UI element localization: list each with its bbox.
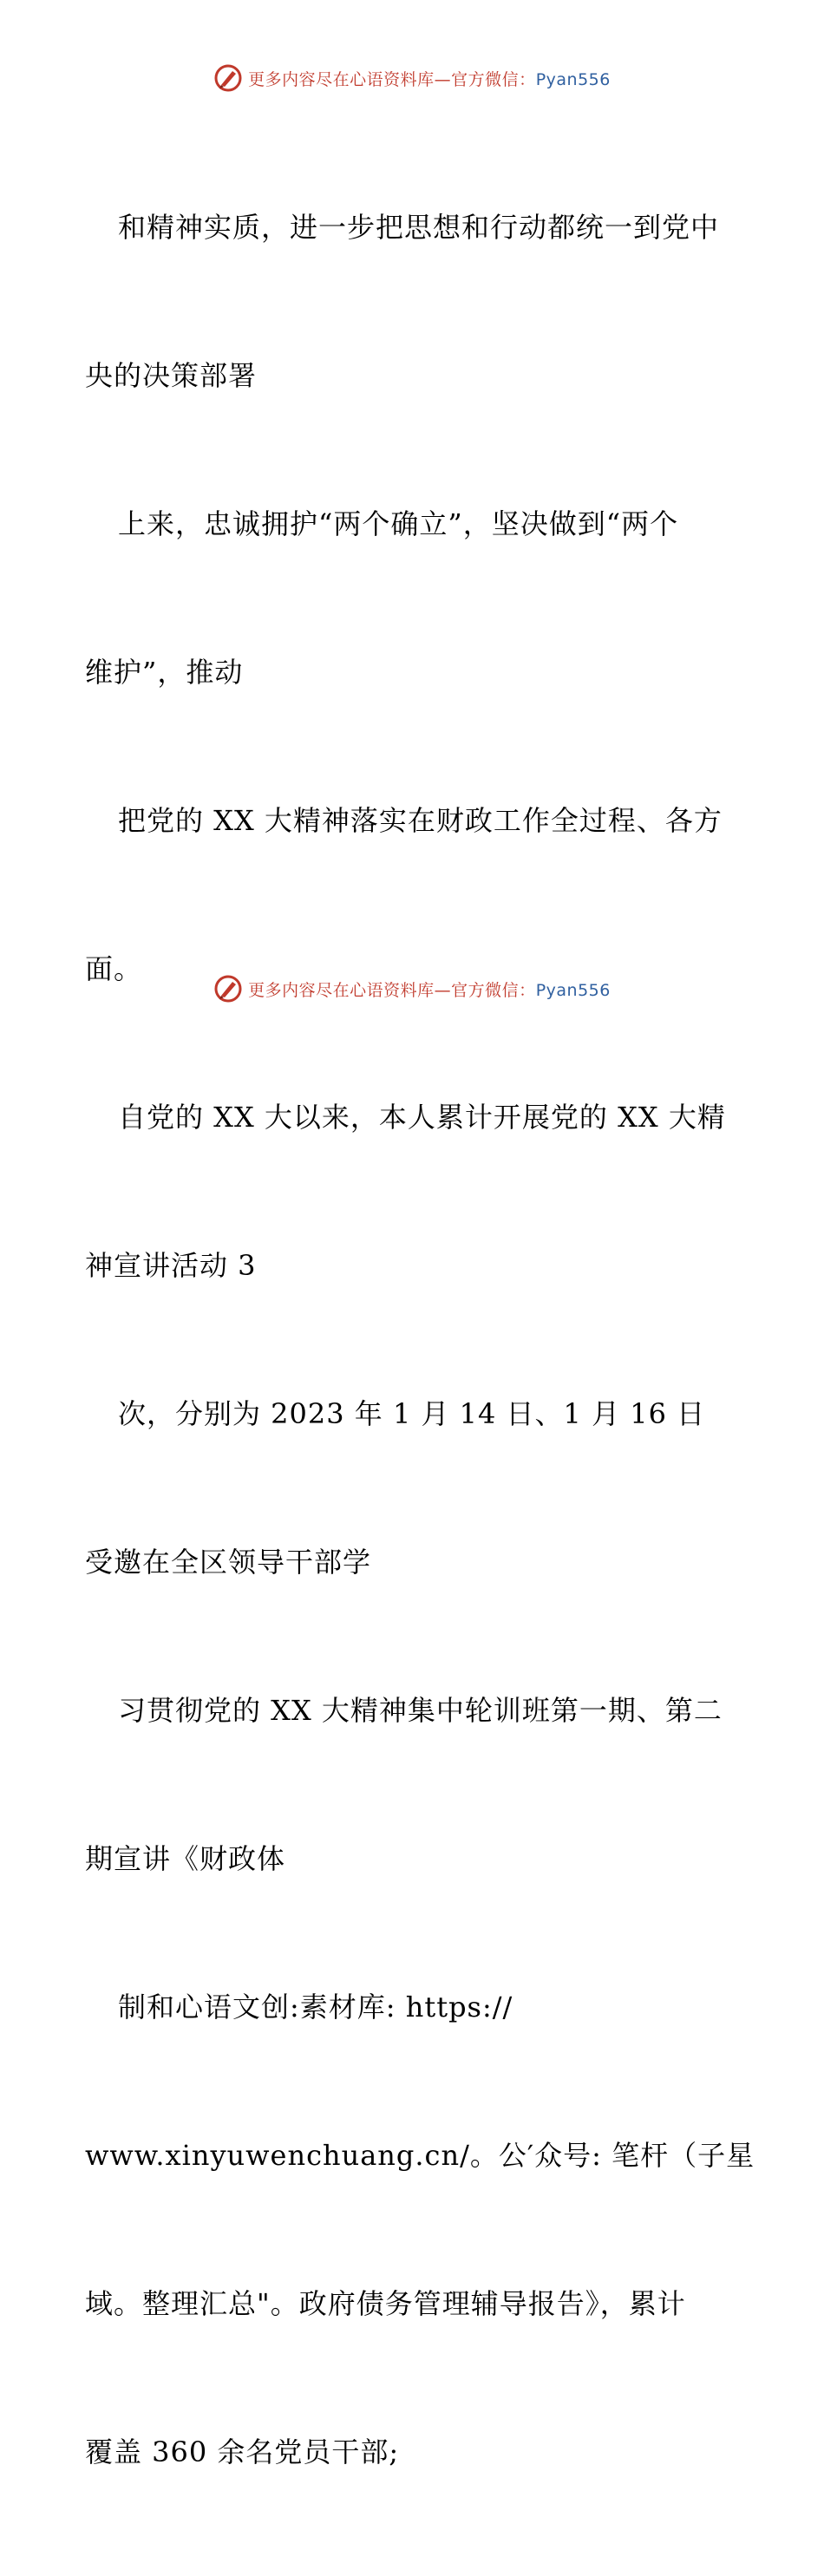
brand-text: 更多内容尽在心语资料库 [248,69,435,89]
text-line: 受邀在全区领导干部学 [85,1546,372,1579]
official-label: 官方微信： [451,69,536,89]
header-banner [0,61,824,95]
quill-logo-icon [213,974,243,1004]
banner-separator: — [434,980,452,1000]
document-body [85,104,755,2576]
wechat-id: Pyan556 [535,980,611,1000]
text-line: 自党的 XX 大以来，本人累计开展党的 XX 大精 [118,1101,726,1134]
text-line: 制和心语文创:素材库: https:// [118,1991,513,2024]
brand-text: 更多内容尽在心语资料库 [248,980,435,1000]
text-line: 期宣讲《财政体 [85,1842,286,1875]
text-line: 域。整理汇总"。政府债务管理辅导报告》，累计 [85,2287,686,2320]
paragraph [85,104,755,2576]
banner-text [248,977,611,1001]
banner-separator: — [434,69,452,89]
text-line: 覆盖 360 余名党员干部; [85,2435,400,2468]
wechat-id: Pyan556 [535,69,611,89]
text-line: 维护”，推动 [85,656,244,689]
text-line: 把党的 XX 大精神落实在财政工作全过程、各方 [118,804,723,837]
text-line: 和精神实质，进一步把思想和行动都统一到党中 [118,211,720,244]
banner-text [248,67,611,90]
text-line: 面。 [85,952,143,985]
quill-logo-icon [213,63,243,93]
text-line: 上来，忠诚拥护“两个确立”，坚决做到“两个 [118,507,679,540]
text-line: 次，分别为 2023 年 1 月 14 日、1 月 16 日 [118,1397,706,1430]
text-line: 神宣讲活动 3 [85,1249,257,1282]
official-label: 官方微信： [451,980,536,1000]
footer-banner [0,971,824,1006]
text-line: 习贯彻党的 XX 大精神集中轮训班第一期、第二 [118,1694,723,1727]
text-line: 央的决策部署 [85,359,258,392]
text-line: www.xinyuwenchuang.cn/。公′众号: 笔杆（子星 [85,2139,755,2172]
